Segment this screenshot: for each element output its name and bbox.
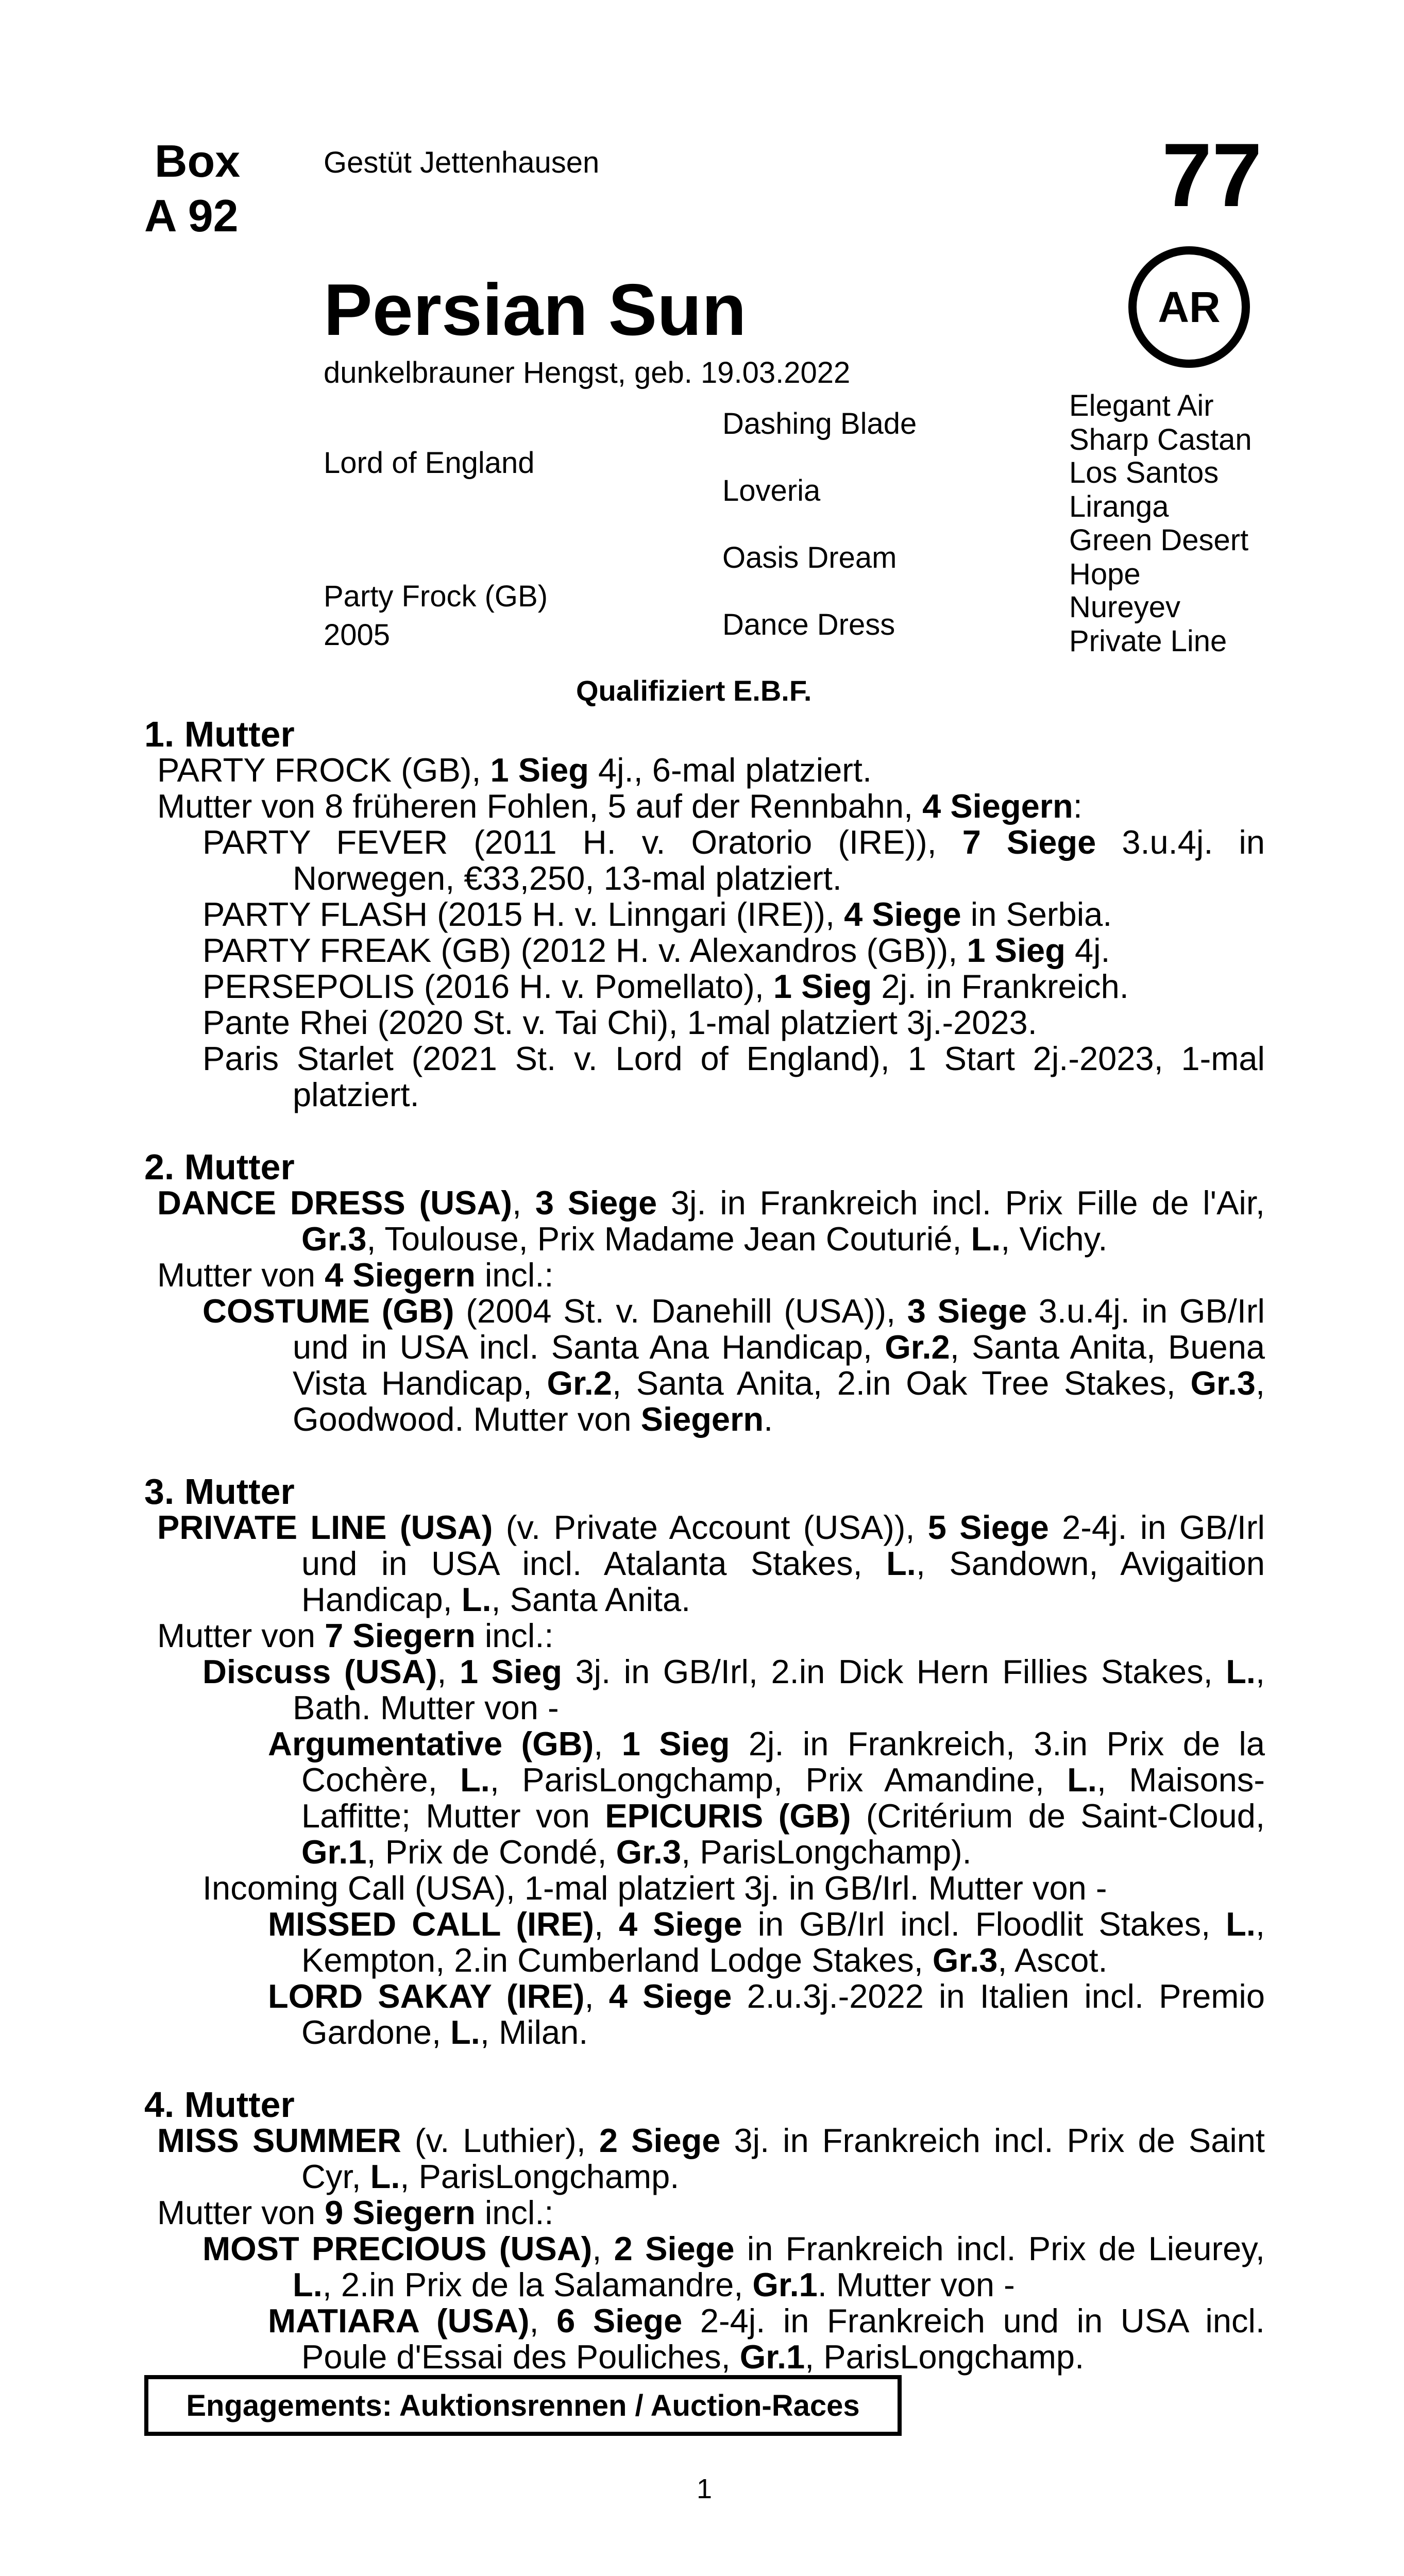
section-4-title: 4. Mutter bbox=[144, 2084, 295, 2125]
text: incl.: bbox=[475, 1617, 554, 1654]
produce-party-freak bbox=[144, 933, 1265, 969]
text: MATIARA (USA) bbox=[268, 2302, 530, 2340]
engagements-box: Engagements: Auktionsrennen / Auction-Races bbox=[144, 2375, 902, 2436]
text: (v. Private Account (USA)), bbox=[493, 1509, 928, 1546]
text: , Maisons-Laffitte; Mutter von bbox=[301, 1761, 1265, 1835]
text: 2-4j. in Frankreich und in USA incl. Poule d'Essai des Pouliches, bbox=[301, 2302, 1265, 2376]
produce-matiara bbox=[144, 2303, 1265, 2375]
text: Paris Starlet (2021 St. v. Lord of England), 1 Start 2j.-2023, 1-mal platziert. bbox=[202, 1040, 1265, 1113]
text: , bbox=[437, 1653, 460, 1690]
dam-2-produce-intro bbox=[144, 1257, 1265, 1293]
produce-party-fever bbox=[144, 824, 1265, 896]
text: 2 Siege bbox=[599, 2122, 721, 2159]
text: , ParisLongchamp. bbox=[805, 2338, 1085, 2376]
text: incl.: bbox=[475, 2194, 554, 2231]
text: PARTY FREAK (GB) (2012 H. v. Alexandros (GB)), bbox=[202, 931, 967, 969]
text: 1 Sieg bbox=[621, 1725, 730, 1762]
text: Gr.3 bbox=[932, 1941, 998, 1979]
text: , Toulouse, Prix Madame Jean Couturié, bbox=[366, 1220, 971, 1258]
ar-badge: AR bbox=[1128, 246, 1250, 368]
text: , bbox=[592, 2230, 614, 2267]
text: , Milan. bbox=[480, 2013, 588, 2051]
produce-party-flash bbox=[144, 896, 1265, 933]
text: L. bbox=[460, 1761, 490, 1799]
dam-1-line bbox=[144, 752, 1265, 788]
box-label: Box bbox=[155, 135, 241, 187]
text: , ParisLongchamp, Prix Amandine, bbox=[489, 1761, 1068, 1799]
text: , ParisLongchamp). bbox=[681, 1833, 972, 1871]
text: 7 Siege bbox=[962, 823, 1096, 861]
text: L. bbox=[886, 1545, 916, 1582]
text: , Santa Anita. bbox=[491, 1581, 691, 1618]
text: 4 Siegern bbox=[922, 787, 1073, 825]
text: Gr.2 bbox=[547, 1364, 612, 1402]
text: , Prix de Condé, bbox=[366, 1833, 616, 1871]
pedigree-gen3-4: Liranga bbox=[1069, 490, 1169, 523]
dam-1-produce-intro bbox=[144, 788, 1265, 824]
section-1-title: 1. Mutter bbox=[144, 714, 295, 754]
text: 3 Siege bbox=[535, 1184, 657, 1222]
text: (2004 St. v. Danehill (USA)), bbox=[454, 1292, 907, 1330]
text: Mutter von bbox=[157, 1617, 325, 1654]
text: 3j. in Frankreich incl. Prix Fille de l'Air, bbox=[657, 1184, 1265, 1222]
dam-4-line bbox=[144, 2123, 1265, 2195]
text: PRIVATE LINE (USA) bbox=[157, 1509, 493, 1546]
text: PARTY FROCK (GB), bbox=[157, 751, 490, 789]
text: , Vichy. bbox=[1001, 1220, 1108, 1258]
pedigree-gen3-7: Nureyev bbox=[1069, 590, 1180, 624]
text: Gr.3 bbox=[1190, 1364, 1256, 1402]
text: 4j. bbox=[1065, 931, 1110, 969]
text: in Serbia. bbox=[961, 895, 1112, 933]
text: DANCE DRESS (USA) bbox=[157, 1184, 513, 1222]
pedigree-sire-dam: Loveria bbox=[722, 474, 821, 507]
text: (v. Luthier), bbox=[401, 2122, 599, 2159]
dam-2-line bbox=[144, 1185, 1265, 1257]
text: L. bbox=[293, 2266, 323, 2303]
text: PARTY FEVER (2011 H. v. Oratorio (IRE)), bbox=[202, 823, 962, 861]
text: 2j. in Frankreich, 3.in Prix de la Cochère, bbox=[301, 1725, 1265, 1799]
text: , ParisLongchamp. bbox=[400, 2158, 680, 2195]
produce-most-precious bbox=[144, 2231, 1265, 2303]
text: L. bbox=[1226, 1653, 1256, 1690]
text: PERSEPOLIS (2016 H. v. Pomellato), bbox=[202, 968, 773, 1005]
text: , bbox=[584, 1977, 609, 2015]
text: Gr.2 bbox=[885, 1328, 950, 1366]
text: 3.u.4j. in GB/Irl und in USA incl. Santa Ana Handicap, bbox=[293, 1292, 1265, 1366]
text: 1 Sieg bbox=[490, 751, 589, 789]
text: L. bbox=[370, 2158, 400, 2195]
text: , bbox=[529, 2302, 557, 2340]
text: Gr.1 bbox=[739, 2338, 805, 2376]
text: 1 Sieg bbox=[773, 968, 872, 1005]
text: in Frankreich incl. Prix de Lieurey, bbox=[734, 2230, 1265, 2267]
section-2-title: 2. Mutter bbox=[144, 1147, 295, 1187]
text: . bbox=[764, 1400, 773, 1438]
pedigree-dam: Party Frock (GB) bbox=[324, 580, 548, 613]
pedigree-gen3-2: Sharp Castan bbox=[1069, 423, 1252, 456]
text: 1 Sieg bbox=[967, 931, 1065, 969]
text: MOST PRECIOUS (USA) bbox=[202, 2230, 593, 2267]
text: MISSED CALL (IRE) bbox=[268, 1905, 594, 1943]
text: Gr.3 bbox=[301, 1220, 367, 1258]
horse-name: Persian Sun bbox=[324, 269, 747, 351]
produce-incoming-call bbox=[144, 1870, 1265, 1906]
text: Incoming Call (USA), 1-mal platziert 3j. in GB/Irl. Mutter von - bbox=[202, 1869, 1107, 1907]
produce-costume bbox=[144, 1293, 1265, 1437]
text: MISS SUMMER bbox=[157, 2122, 401, 2159]
pedigree-sire: Lord of England bbox=[324, 446, 535, 480]
produce-argumentative bbox=[144, 1726, 1265, 1870]
text: Gr.3 bbox=[616, 1833, 682, 1871]
text: . Mutter von - bbox=[817, 2266, 1015, 2303]
text: LORD SAKAY (IRE) bbox=[268, 1977, 585, 2015]
pedigree-gen3-5: Green Desert bbox=[1069, 523, 1249, 557]
text: L. bbox=[461, 1581, 492, 1618]
text: , Ascot. bbox=[997, 1941, 1108, 1979]
pedigree-dam-sire: Oasis Dream bbox=[722, 541, 897, 574]
text: L. bbox=[1067, 1761, 1097, 1799]
produce-lord-sakay bbox=[144, 1978, 1265, 2050]
text: incl.: bbox=[475, 1256, 554, 1294]
text: 6 Siege bbox=[556, 2302, 683, 2340]
text: : bbox=[1073, 787, 1082, 825]
produce-discuss bbox=[144, 1654, 1265, 1726]
pedigree-dam-dam: Dance Dress bbox=[722, 608, 895, 641]
text: in GB/Irl incl. Floodlit Stakes, bbox=[742, 1905, 1226, 1943]
text: Pante Rhei (2020 St. v. Tai Chi), 1-mal platziert 3j.-2023. bbox=[202, 1004, 1037, 1041]
pedigree-gen3-8: Private Line bbox=[1069, 624, 1227, 658]
text: 3j. in Frankreich incl. Prix de Saint Cyr, bbox=[301, 2122, 1265, 2195]
text: , Goodwood. Mutter von bbox=[293, 1364, 1265, 1438]
text: , bbox=[594, 1725, 622, 1762]
pedigree-gen3-1: Elegant Air bbox=[1069, 389, 1214, 422]
text: L. bbox=[450, 2013, 480, 2051]
text: PARTY FLASH (2015 H. v. Linngari (IRE)), bbox=[202, 895, 844, 933]
text: (Critérium de Saint-Cloud, bbox=[851, 1797, 1265, 1835]
text: , Kempton, 2.in Cumberland Lodge Stakes, bbox=[301, 1905, 1265, 1979]
text: 7 Siegern bbox=[325, 1617, 476, 1654]
text: , Santa Anita, 2.in Oak Tree Stakes, bbox=[612, 1364, 1191, 1402]
text: 4 Siege bbox=[844, 895, 961, 933]
produce-missed-call bbox=[144, 1906, 1265, 1978]
text: , 2.in Prix de la Salamandre, bbox=[322, 2266, 753, 2303]
text: , Sandown, Avigaition Handicap, bbox=[301, 1545, 1265, 1618]
horse-description: dunkelbrauner Hengst, geb. 19.03.2022 bbox=[324, 356, 851, 389]
text: Argumentative (GB) bbox=[268, 1725, 594, 1762]
text: 4 Siege bbox=[608, 1977, 732, 2015]
qualification: Qualifiziert E.B.F. bbox=[576, 674, 812, 707]
text: Gr.1 bbox=[752, 2266, 818, 2303]
pedigree-gen3-6: Hope bbox=[1069, 557, 1141, 591]
text: 2 Siege bbox=[614, 2230, 735, 2267]
text: Discuss (USA) bbox=[202, 1653, 437, 1690]
lot-number: 77 bbox=[1162, 125, 1262, 226]
text: L. bbox=[1226, 1905, 1256, 1943]
text: 3 Siege bbox=[907, 1292, 1027, 1330]
text: 1 Sieg bbox=[459, 1653, 562, 1690]
text: Gr.1 bbox=[301, 1833, 367, 1871]
text: , Santa Anita, Buena Vista Handicap, bbox=[293, 1328, 1265, 1402]
text: Mutter von 8 früheren Fohlen, 5 auf der Rennbahn, bbox=[157, 787, 923, 825]
text: 2j. in Frankreich. bbox=[872, 968, 1129, 1005]
produce-persepolis bbox=[144, 969, 1265, 1005]
text: 3.u.4j. in Norwegen, €33,250, 13-mal platziert. bbox=[293, 823, 1265, 897]
text: EPICURIS (GB) bbox=[605, 1797, 851, 1835]
catalogue-text bbox=[144, 716, 1265, 2375]
text: L. bbox=[971, 1220, 1001, 1258]
box-number: A 92 bbox=[144, 190, 239, 241]
produce-paris-starlet bbox=[144, 1041, 1265, 1113]
text: 3j. in GB/Irl, 2.in Dick Hern Fillies Stakes, bbox=[562, 1653, 1226, 1690]
pedigree-dam-year: 2005 bbox=[324, 618, 391, 652]
pedigree-gen3-3: Los Santos bbox=[1069, 456, 1219, 489]
text: , Bath. Mutter von - bbox=[293, 1653, 1265, 1726]
text: 2-4j. in GB/Irl und in USA incl. Atalanta Stakes, bbox=[301, 1509, 1265, 1582]
section-3-title: 3. Mutter bbox=[144, 1471, 295, 1512]
text: 4j., 6-mal platziert. bbox=[588, 751, 872, 789]
dam-3-produce-intro bbox=[144, 1618, 1265, 1654]
text: 4 Siegern bbox=[325, 1256, 476, 1294]
text: COSTUME (GB) bbox=[202, 1292, 454, 1330]
text: 5 Siege bbox=[927, 1509, 1049, 1546]
dam-3-line bbox=[144, 1510, 1265, 1618]
text: Siegern bbox=[640, 1400, 764, 1438]
text: Mutter von bbox=[157, 2194, 325, 2231]
text: , bbox=[594, 1905, 619, 1943]
dam-4-produce-intro bbox=[144, 2195, 1265, 2231]
text: , bbox=[512, 1184, 535, 1222]
page-number: 1 bbox=[697, 2473, 713, 2504]
text: Mutter von bbox=[157, 1256, 325, 1294]
text: 9 Siegern bbox=[325, 2194, 476, 2231]
text: 2.u.3j.-2022 in Italien incl. Premio Gardone, bbox=[301, 1977, 1265, 2051]
produce-pante-rhei bbox=[144, 1005, 1265, 1041]
text: 4 Siege bbox=[619, 1905, 742, 1943]
breeder: Gestüt Jettenhausen bbox=[324, 146, 600, 179]
pedigree-sire-sire: Dashing Blade bbox=[722, 407, 917, 440]
